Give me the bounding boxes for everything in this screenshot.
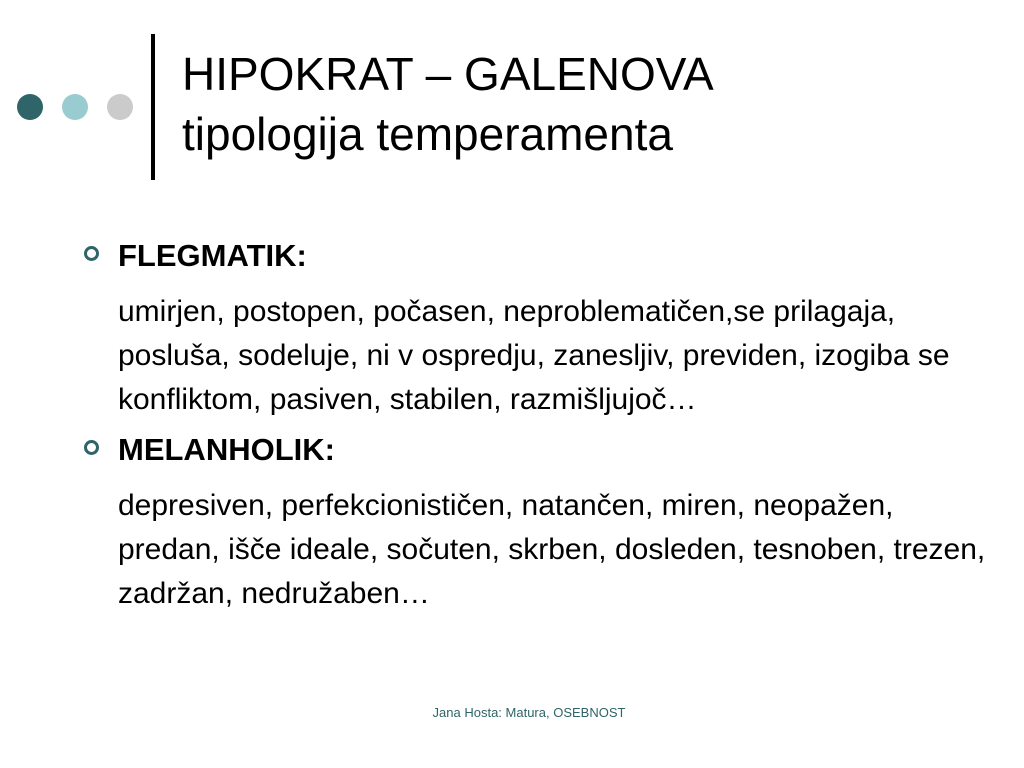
item-heading: MELANHOLIK: bbox=[118, 432, 335, 467]
light-teal-dot bbox=[62, 94, 88, 120]
list-item-flegmatik bbox=[80, 234, 990, 422]
item-heading: FLEGMATIK: bbox=[118, 238, 307, 273]
item-description: umirjen, postopen, počasen, neproblematičen,se prilagaja, posluša, sodeluje, ni v ospredju, zanesljiv, previden, izogiba se konfliktom, pasiven, stabilen, razmišljujoč… bbox=[118, 295, 950, 416]
slide-title bbox=[182, 44, 1002, 164]
gray-dot bbox=[107, 94, 133, 120]
bullet-ring-icon bbox=[84, 246, 99, 261]
decorative-dots bbox=[17, 94, 133, 120]
list-item-melanholik bbox=[80, 428, 990, 616]
title-line-2: tipologija temperamenta bbox=[182, 108, 673, 160]
title-divider bbox=[151, 34, 155, 180]
item-description: depresiven, perfekcionističen, natančen, miren, neopažen, predan, išče ideale, sočuten, skrben, dosleden, tesnoben, trezen, zadržan, nedružaben… bbox=[118, 489, 986, 610]
bullet-ring-icon bbox=[84, 440, 99, 455]
title-line-1: HIPOKRAT – GALENOVA bbox=[182, 48, 714, 100]
bullet-list bbox=[80, 234, 990, 616]
dark-teal-dot bbox=[17, 94, 43, 120]
slide-footer: Jana Hosta: Matura, OSEBNOST bbox=[432, 705, 626, 720]
